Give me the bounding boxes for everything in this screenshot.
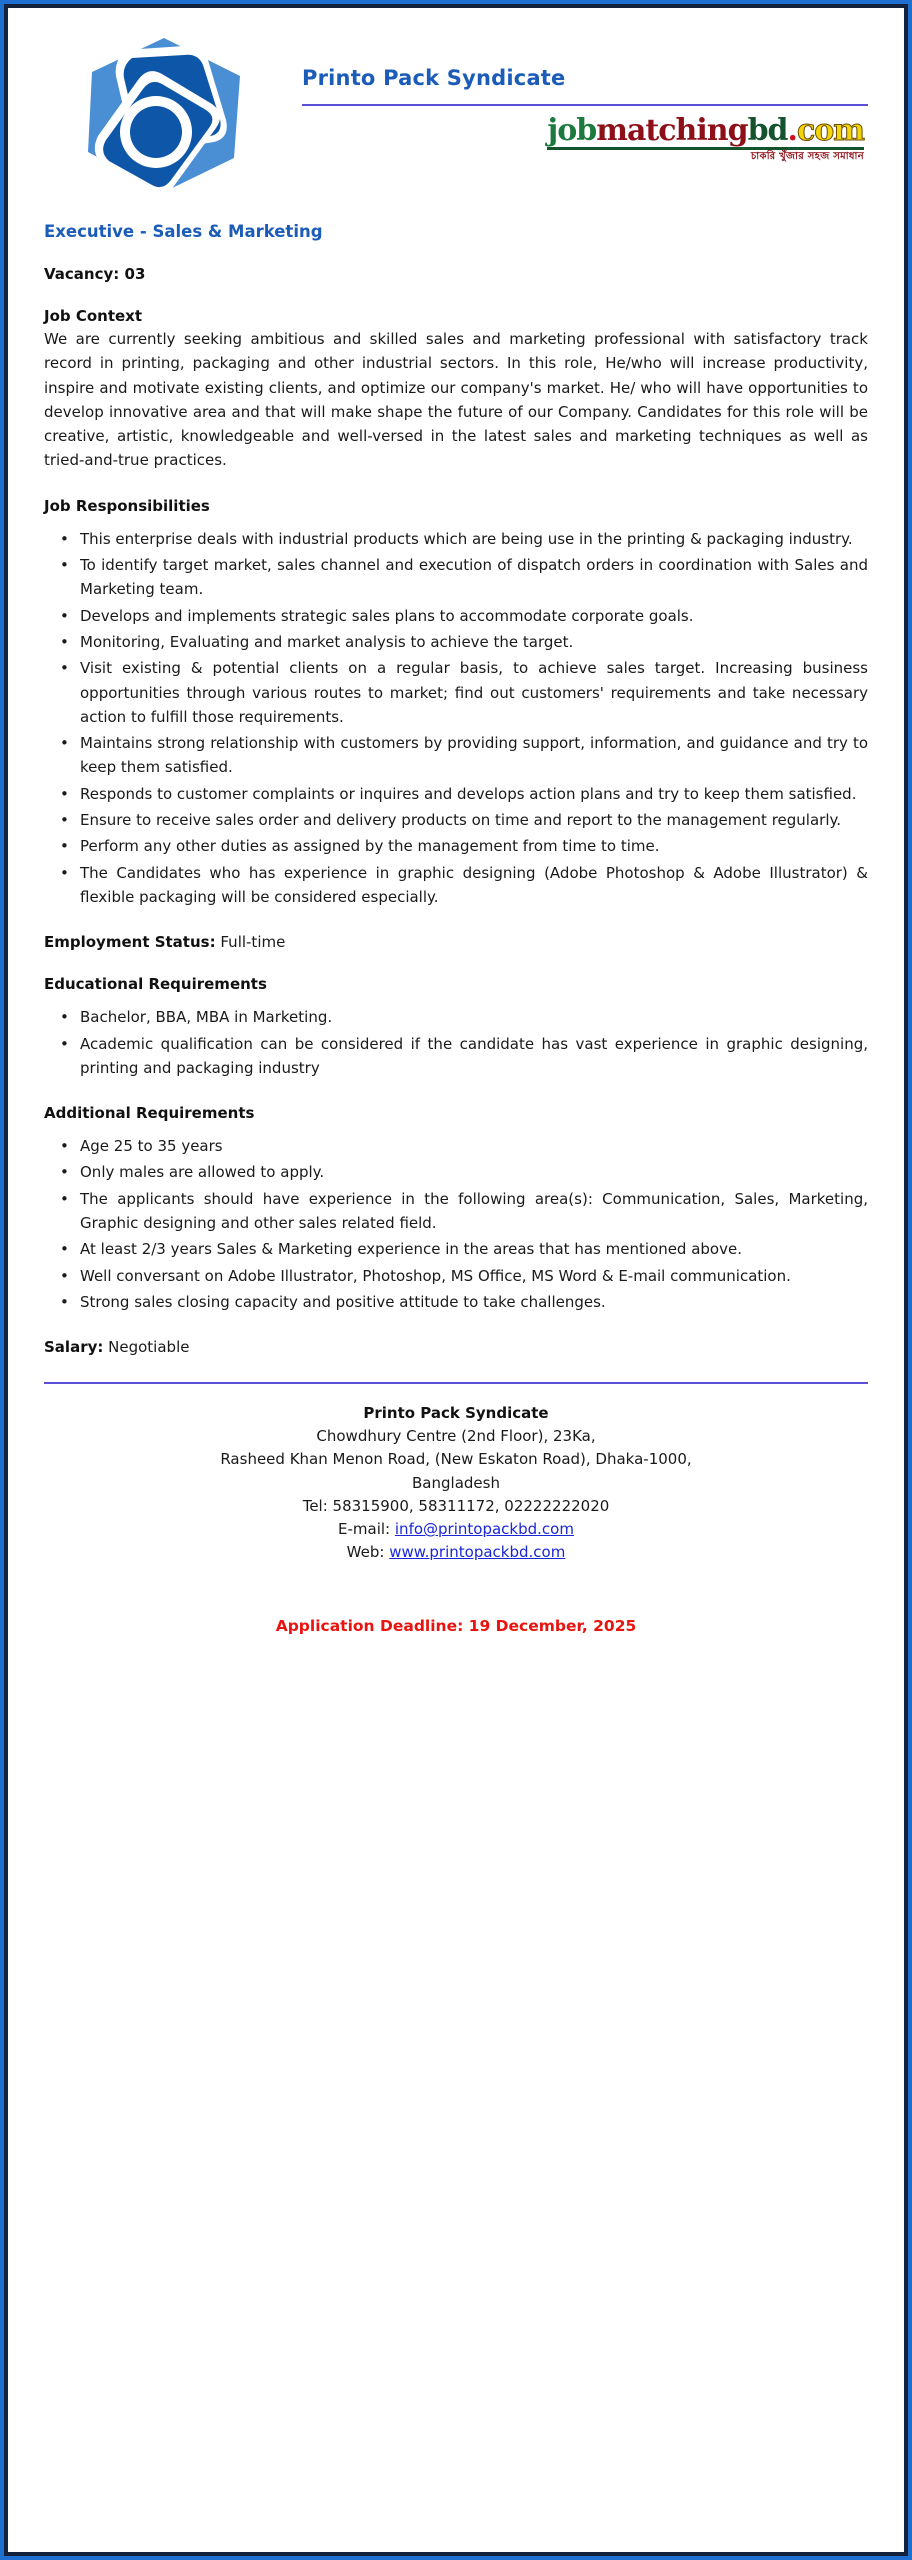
footer-company-name: Printo Pack Syndicate — [363, 1404, 549, 1423]
list-item: • Strong sales closing capacity and positive attitude to take challenges. — [78, 1290, 868, 1314]
portal-logo-tagline: চাকরি খুঁজার সহজ সমাধান — [750, 151, 864, 162]
list-item: • Develops and implements strategic sales plans to accommodate corporate goals. — [78, 604, 868, 628]
printo-pack-pinwheel-icon — [68, 32, 258, 197]
salary-line — [44, 1338, 868, 1356]
portal-logo-job: job — [547, 113, 597, 148]
vacancy-line — [44, 265, 868, 283]
job-responsibilities-heading: Job Responsibilities — [44, 496, 210, 515]
salary-value: Negotiable — [108, 1338, 190, 1357]
application-deadline: Application Deadline: 19 December, 2025 — [275, 1616, 637, 1635]
job-context-heading: Job Context — [44, 307, 143, 325]
page-inner-border — [4, 4, 908, 2556]
list-item: • The applicants should have experience in the following area(s): Communication, Sales, Marketing, Graphic designing and other sales related field. — [78, 1187, 868, 1236]
list-item: • Well conversant on Adobe Illustrator, Photoshop, MS Office, MS Word & E-mail communication. — [78, 1264, 868, 1288]
footer-web-line — [44, 1541, 868, 1564]
employment-status-line — [44, 933, 868, 951]
portal-logo-wordmark — [547, 113, 864, 148]
footer-web-label: Web: — [346, 1543, 390, 1562]
list-item: • The Candidates who has experience in graphic designing (Adobe Photoshop & Adobe Illustrator) & flexible packaging will be considered especially. — [78, 861, 868, 910]
salary-label: Salary: — [44, 1338, 104, 1357]
portal-logo-bd: bd — [747, 113, 788, 148]
job-title: Executive - Sales & Marketing — [44, 222, 323, 241]
additional-requirements-heading: Additional Requirements — [44, 1104, 255, 1123]
footer-email-line — [44, 1518, 868, 1541]
employment-status-label: Employment Status: — [44, 933, 216, 952]
job-responsibilities-list — [44, 527, 868, 909]
portal-logo-wrap — [302, 113, 868, 162]
footer-address-line-3: Bangladesh — [412, 1473, 500, 1492]
footer-telephone: Tel: 58315900, 58311172, 02222222020 — [302, 1496, 610, 1515]
portal-logo-com: com — [796, 113, 864, 148]
job-context-text: We are currently seeking ambitious and skilled sales and marketing professional with satisfactory track record in printing, packaging and other industrial sectors. In this role, He/who will increase productivity, inspire and motivate existing clients, and optimize our company's market. He/ who will have opportunities to develop innovative area and that will make shape the future of our Company. Candidates for this role will be creative, artistic, knowledgeable and well-versed in the latest sales and marketing techniques as well as tried-and-true practices. — [44, 330, 868, 470]
list-item: • At least 2/3 years Sales & Marketing experience in the areas that has mentioned above. — [78, 1237, 868, 1261]
list-item: • Monitoring, Evaluating and market analysis to achieve the target. — [78, 630, 868, 654]
header-right-column — [282, 26, 868, 162]
educational-requirements-heading: Educational Requirements — [44, 975, 267, 994]
footer-email-link[interactable]: info@printopackbd.com — [394, 1520, 574, 1539]
list-item: • Perform any other duties as assigned by the management from time to time. — [78, 834, 868, 858]
list-item: • Ensure to receive sales order and delivery products on time and report to the management regularly. — [78, 808, 868, 832]
footer-email-label: E-mail: — [338, 1520, 395, 1539]
job-advert-sheet — [8, 8, 904, 2552]
list-item: • To identify target market, sales channel and execution of dispatch orders in coordination with Sales and Marketing team. — [78, 553, 868, 602]
additional-requirements-list — [44, 1134, 868, 1314]
company-logo — [44, 26, 282, 197]
vacancy-label: Vacancy: — [44, 265, 120, 283]
vacancy-value: 03 — [124, 265, 146, 283]
employment-status-value: Full-time — [220, 933, 286, 952]
company-name: Printo Pack Syndicate — [302, 66, 566, 90]
portal-logo-matching: matching — [596, 113, 748, 148]
header-divider — [302, 104, 868, 106]
footer-website-link[interactable]: www.printopackbd.com — [389, 1543, 566, 1562]
footer-divider — [44, 1382, 868, 1384]
portal-logo-dot: . — [787, 113, 797, 148]
advert-header — [44, 26, 868, 208]
list-item: • This enterprise deals with industrial products which are being use in the printing & packaging industry. — [78, 527, 868, 551]
contact-footer — [44, 1404, 868, 1565]
footer-address-line-2: Rasheed Khan Menon Road, (New Eskaton Road), Dhaka-1000, — [220, 1450, 692, 1469]
list-item: • Visit existing & potential clients on a regular basis, to achieve sales target. Increasing business opportunities through various routes to market; find out customers' requirements and take necessary action to fulfill those requirements. — [78, 656, 868, 729]
list-item: • Maintains strong relationship with customers by providing support, information, and guidance and try to keep them satisfied. — [78, 731, 868, 780]
list-item: • Bachelor, BBA, MBA in Marketing. — [78, 1005, 868, 1029]
list-item: • Age 25 to 35 years — [78, 1134, 868, 1158]
footer-address-line-1: Chowdhury Centre (2nd Floor), 23Ka, — [316, 1427, 596, 1446]
list-item: • Only males are allowed to apply. — [78, 1160, 868, 1184]
list-item: • Academic qualification can be considered if the candidate has vast experience in graphic designing, printing and packaging industry — [78, 1032, 868, 1081]
educational-requirements-list — [44, 1005, 868, 1080]
list-item: • Responds to customer complaints or inquires and develops action plans and try to keep them satisfied. — [78, 782, 868, 806]
jobmatchingbd-logo — [547, 113, 864, 162]
